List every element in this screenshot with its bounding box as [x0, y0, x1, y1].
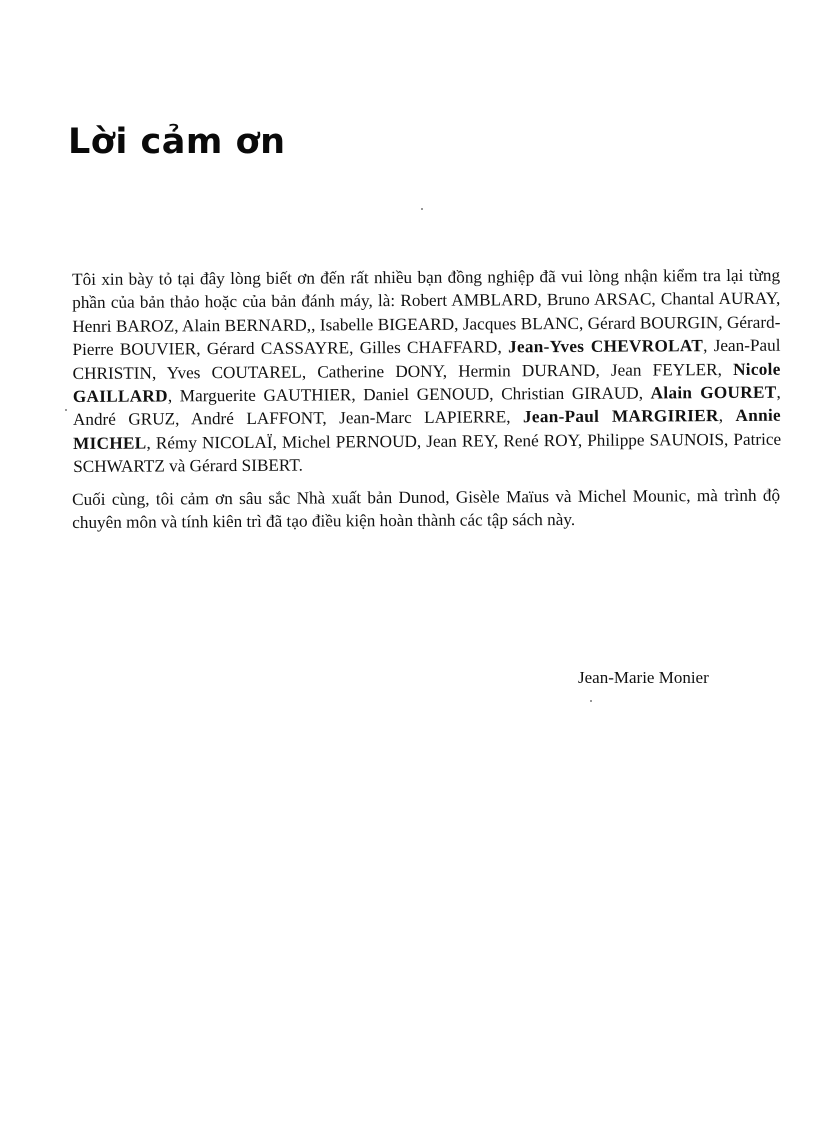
colleague-name: Jacques BLANC — [462, 313, 580, 334]
colleague-name: Yves COUTAREL — [166, 362, 302, 383]
colleague-name: Daniel GENOUD — [363, 384, 490, 405]
colleague-name: Gérard-Pierre BOUVIER — [72, 312, 781, 360]
colleague-name: Jean-Paul CHRISTIN — [72, 335, 781, 383]
colleague-name: Gérard BOURGIN — [587, 312, 719, 333]
colleague-name: Jean-Marc LAPIERRE — [339, 407, 507, 428]
colleague-name: Rémy NICOLAÏ — [155, 432, 273, 453]
colleague-name: Catherine DONY — [317, 361, 443, 382]
colleague-name: Michel PERNOUD — [281, 431, 417, 452]
colleague-name: Patrice SCHWARTZ — [73, 429, 782, 477]
colleague-name: Gérard SIBERT — [189, 455, 299, 476]
colleague-name: Chantal AURAY — [660, 289, 776, 309]
colleague-name: Nicole GAILLARD — [72, 359, 781, 407]
colleague-name: Henri BAROZ — [72, 316, 175, 336]
colleague-name: Alain BERNARD, — [181, 315, 312, 336]
colleague-name: Gérard CASSAYRE — [206, 338, 350, 359]
intro-text: Tôi xin bày tỏ tại đây lòng biết ơn đến rất nhiều bạn đồng nghiệp đã vui lòng nhận kiểm tra lại từng phần của bản thảo hoặc của bản đánh máy, là: — [72, 265, 781, 313]
colleague-name: Jean-Yves CHEVROLAT — [507, 336, 704, 357]
acknowledgement-paragraph-names — [72, 264, 781, 479]
colleague-name: Christian GIRAUD — [501, 383, 639, 404]
colleague-name: Philippe SAUNOIS — [587, 429, 725, 450]
colleague-name: Robert AMBLARD — [400, 290, 538, 311]
scan-speck — [421, 208, 423, 210]
colleague-name: Jean FEYLER — [610, 359, 718, 380]
acknowledgement-body — [72, 265, 782, 543]
colleague-name: Bruno ARSAC — [546, 289, 652, 310]
scan-speck — [590, 700, 592, 702]
colleague-name: René ROY — [503, 430, 578, 451]
page-title: Lời cảm ơn — [68, 122, 286, 162]
colleague-name: Hermin DURAND — [458, 360, 596, 381]
colleague-name: Isabelle BIGEARD — [319, 314, 455, 335]
acknowledgement-paragraph-publisher: Cuối cùng, tôi cảm ơn sâu sắc Nhà xuất bản Dunod, Gisèle Maïus và Michel Mounic, mà trình độ chuyên môn và tính kiên trì đã tạo điều kiện hoàn thành các tập sách này. — [72, 485, 781, 533]
colleague-name: André LAFFONT — [190, 408, 323, 429]
colleague-name: Marguerite GAUTHIER — [179, 385, 352, 406]
scan-speck — [65, 409, 67, 411]
colleague-name: Gilles CHAFFARD — [359, 337, 498, 358]
colleague-name: Jean REY — [426, 431, 495, 451]
colleague-name: Annie MICHEL — [73, 406, 781, 453]
colleague-name: André GRUZ — [72, 409, 176, 430]
colleague-name: Jean-Paul MARGIRIER — [522, 406, 719, 427]
names-list: Robert AMBLARD, Bruno ARSAC, Chantal AURAY, Henri BAROZ, Alain BERNARD,, Isabelle BIGEARD, Jacques BLANC, Gérard BOURGIN, Gérard-Pierre BOUVIER, Gérard CASSAYRE, Gilles CHAFFARD, Jean-Yves CHEVROLAT, Jean-Paul CHRISTIN, Yves COUTAREL, Catherine DONY, Hermin DURAND, Jean FEYLER, Nicole GAILLARD, Marguerite GAUTHIER, Daniel GENOUD, Christian GIRAUD, Alain GOURET, André GRUZ, André LAFFONT, Jean-Marc LAPIERRE, Jean-Paul MARGIRIER, Annie MICHEL, Rémy NICOLAÏ, Michel PERNOUD, Jean REY, René ROY, Philippe SAUNOIS, Patrice SCHWARTZ và Gérard SIBERT. — [72, 289, 782, 477]
colleague-name: Alain GOURET — [650, 382, 777, 403]
author-signature: Jean-Marie Monier — [578, 668, 709, 687]
